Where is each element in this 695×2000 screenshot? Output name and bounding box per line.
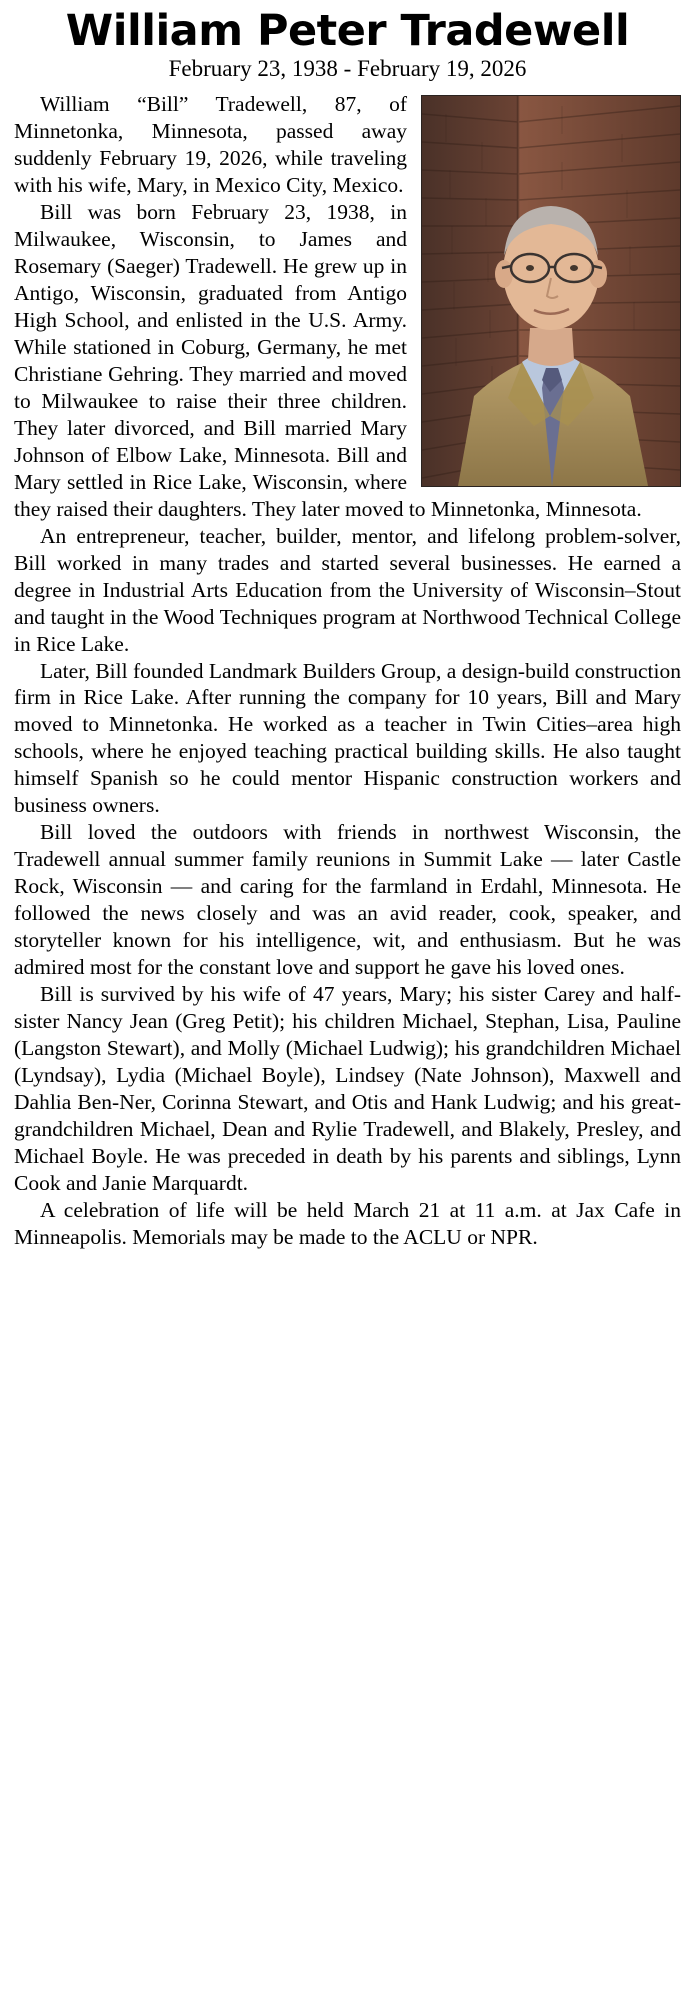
obituary-body (14, 91, 681, 1251)
portrait-photo (421, 95, 681, 487)
paragraph: A celebration of life will be held March 21 at 11 a.m. at Jax Cafe in Minneapolis. Memorials may be made to the ACLU or NPR. (14, 1197, 681, 1249)
paragraph: Bill was born February 23, 1938, in Milwaukee, Wisconsin, to James and Rosemary (Saeger) Tradewell. He grew up in Antigo, Wisconsin, graduated from Antigo High School, and enlisted in the U.S. Army. While stationed in Coburg, Germany, he met Christiane Gehring. They married and moved to Milwaukee to raise their three children. They later divorced, and Bill married Mary Johnson of Elbow Lake, Minnesota. Bill and Mary settled in Rice Lake, Wisconsin, where they raised their daughters. They later moved to Minnetonka, Minnesota. (14, 200, 642, 521)
life-dates: February 23, 1938 - February 19, 2026 (168, 55, 527, 81)
paragraph: Later, Bill founded Landmark Builders Group, a design-build construction firm in Rice Lake. After running the company for 10 years, Bill and Mary moved to Minnetonka. He worked as a teacher in Twin Cities–area high schools, where he enjoyed teaching practical building skills. He also taught himself Spanish so he could mentor Hispanic construction workers and business owners. (14, 658, 681, 818)
paragraph: Bill is survived by his wife of 47 years, Mary; his sister Carey and half-sister Nancy Jean (Greg Petit); his children Michael, Stephan, Lisa, Pauline (Langston Stewart), and Molly (Michael Ludwig); his grandchildren Michael (Lyndsay), Lydia (Michael Boyle), Lindsey (Nate Johnson), Maxwell and Dahlia Ben-Ner, Corinna Stewart, and Otis and Hank Ludwig; and his great-grandchildren Michael, Dean and Rylie Tradewell, and Blakely, Presley, and Michael Boyle. He was preceded in death by his parents and siblings, Lynn Cook and Janie Marquardt. (14, 982, 681, 1195)
paragraph: An entrepreneur, teacher, builder, mentor, and lifelong problem-solver, Bill worked in many trades and started several businesses. He earned a degree in Industrial Arts Education from the University of Wisconsin–Stout and taught in the Wood Techniques program at Northwood Technical College in Rice Lake. (14, 523, 681, 656)
page-title: William Peter Tradewell (65, 6, 630, 56)
paragraph: William “Bill” Tradewell, 87, of Minnetonka, Minnesota, passed away suddenly February 19, 2026, while traveling with his wife, Mary, in Mexico City, Mexico. (14, 92, 407, 198)
paragraph: Bill loved the outdoors with friends in northwest Wisconsin, the Tradewell annual summer family reunions in Summit Lake — later Castle Rock, Wisconsin — and caring for the farmland in Erdahl, Minnesota. He followed the news closely and was an avid reader, cook, speaker, and storyteller known for his intelligence, wit, and enthusiasm. But he was admired most for the constant love and support he gave his loved ones. (14, 820, 681, 980)
